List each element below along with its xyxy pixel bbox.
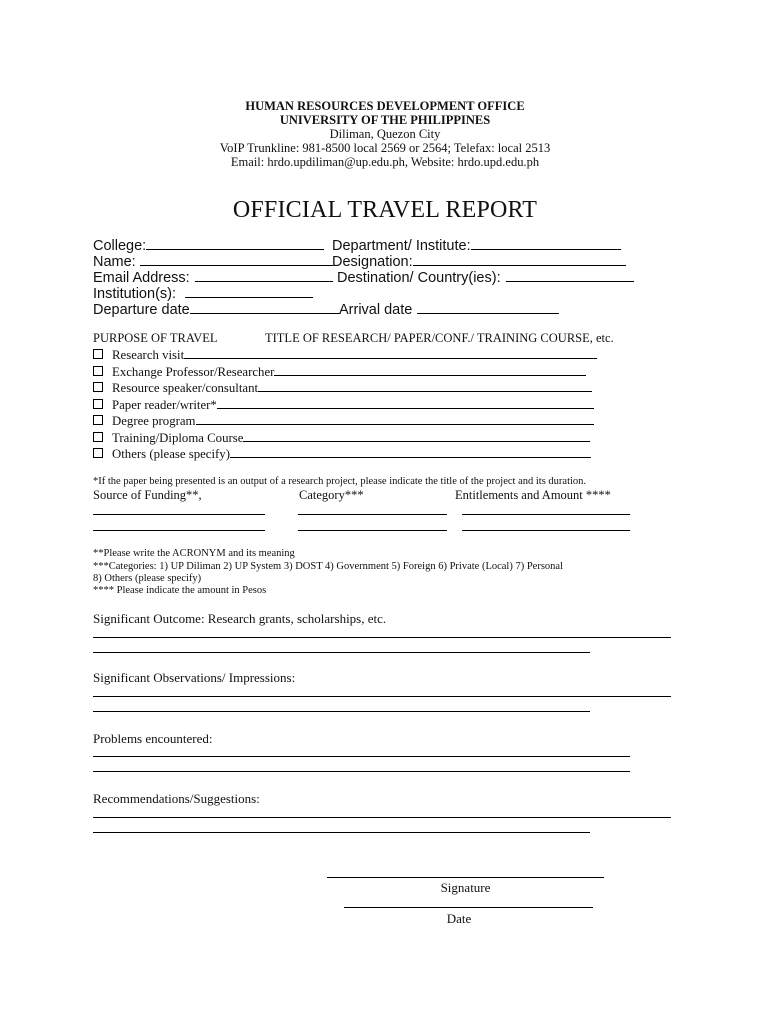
funding-source-line[interactable] <box>93 514 265 515</box>
destination-label: Destination/ Country(ies): <box>337 270 501 286</box>
category-line[interactable] <box>298 530 447 531</box>
contact-text: Email: hrdo.updiliman@up.edu.ph, Website: hrdo.upd.edu.ph <box>230 155 540 169</box>
purpose-option-research-visit[interactable]: Research visit <box>93 345 597 363</box>
problems-line[interactable] <box>93 756 630 757</box>
name-label: Name: <box>93 254 136 270</box>
university-name: UNIVERSITY OF THE PHILIPPINES <box>279 113 491 127</box>
signature-line[interactable] <box>327 877 604 878</box>
destination-field[interactable] <box>337 268 634 286</box>
categories-note: ***Categories: 1) UP Diliman 2) UP System 3) DOST 4) Government 5) Foreign 6) Private (Local) 7) Personal <box>93 561 563 572</box>
category-label: Category*** <box>299 488 364 502</box>
purpose-option-degree-program[interactable]: Degree program <box>93 411 594 429</box>
observations-label: Significant Observations/ Impressions: <box>93 670 296 685</box>
purpose-option-others[interactable]: Others (please specify) <box>93 444 591 462</box>
checkbox-icon[interactable] <box>93 415 103 425</box>
page-title: OFFICIAL TRAVEL REPORT <box>232 197 538 223</box>
problems-label: Problems encountered: <box>93 731 213 746</box>
purpose-heading: PURPOSE OF TRAVEL <box>93 331 218 345</box>
category-line[interactable] <box>298 514 447 515</box>
entitlements-line[interactable] <box>462 530 630 531</box>
checkbox-icon[interactable] <box>93 382 103 392</box>
arrival-label: Arrival date <box>339 302 413 318</box>
categories-note-cont: 8) Others (please specify) <box>93 573 202 584</box>
purpose-option-training[interactable]: Training/Diploma Course <box>93 428 590 446</box>
departure-field[interactable] <box>93 300 340 318</box>
observations-line[interactable] <box>93 711 590 712</box>
departure-label: Departure date <box>93 302 190 318</box>
observations-line[interactable] <box>93 696 671 697</box>
source-of-funding-label: Source of Funding**, <box>93 488 202 502</box>
title-heading: TITLE OF RESEARCH/ PAPER/CONF./ TRAINING COURSE, etc. <box>265 331 614 345</box>
signature-label: Signature <box>440 880 491 895</box>
problems-line[interactable] <box>93 771 630 772</box>
email-label: Email Address: <box>93 270 190 286</box>
designation-label: Designation: <box>332 254 413 270</box>
office-name: HUMAN RESOURCES DEVELOPMENT OFFICE <box>245 99 525 113</box>
funding-source-line[interactable] <box>93 530 265 531</box>
entitlements-label: Entitlements and Amount **** <box>455 488 611 502</box>
checkbox-icon[interactable] <box>93 448 103 458</box>
date-label: Date <box>446 911 472 926</box>
checkbox-icon[interactable] <box>93 366 103 376</box>
recommendations-line[interactable] <box>93 817 671 818</box>
outcome-line[interactable] <box>93 652 590 653</box>
arrival-field[interactable] <box>339 300 559 318</box>
amount-note: **** Please indicate the amount in Pesos <box>93 585 267 596</box>
location-text: Diliman, Quezon City <box>329 127 441 141</box>
purpose-option-exchange[interactable]: Exchange Professor/Researcher <box>93 362 586 380</box>
recommendations-label: Recommendations/Suggestions: <box>93 791 260 806</box>
recommendations-line[interactable] <box>93 832 590 833</box>
checkbox-icon[interactable] <box>93 399 103 409</box>
outcome-line[interactable] <box>93 637 671 638</box>
phone-text: VoIP Trunkline: 981-8500 local 2569 or 2564; Telefax: local 2513 <box>219 141 551 155</box>
department-label: Department/ Institute: <box>332 238 471 254</box>
paper-note: *If the paper being presented is an output of a research project, please indicate the title of the project and its duration. <box>93 476 587 487</box>
college-label: College: <box>93 238 147 254</box>
checkbox-icon[interactable] <box>93 349 103 359</box>
date-line[interactable] <box>344 907 593 908</box>
acronym-note: **Please write the ACRONYM and its meaning <box>93 548 295 559</box>
checkbox-icon[interactable] <box>93 432 103 442</box>
outcome-label: Significant Outcome: Research grants, scholarships, etc. <box>93 611 387 626</box>
entitlements-line[interactable] <box>462 514 630 515</box>
purpose-option-resource-speaker[interactable]: Resource speaker/consultant <box>93 378 592 396</box>
institutions-label: Institution(s): <box>93 286 176 302</box>
purpose-option-paper-reader[interactable]: Paper reader/writer* <box>93 395 594 413</box>
